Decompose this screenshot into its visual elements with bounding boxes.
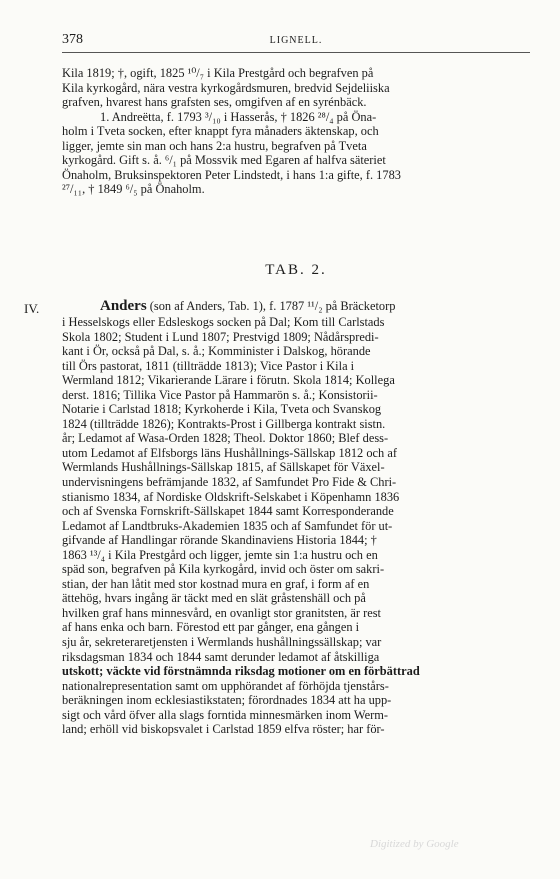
text-line: Wermlands Hushållnings-Sällskap 1815, af Sällskapet för Växel- (62, 460, 385, 475)
page-header (62, 32, 530, 53)
google-watermark: Digitized by Google (370, 838, 459, 850)
text-line: och af Svenska Fornskrift-Sällskapet 1844 samt Korresponderande (62, 504, 394, 519)
first-line-rest: (son af Anders, Tab. 1), f. 1787 ¹¹/₂ på Bräcketorp (149, 299, 396, 313)
top-paragraph (62, 66, 530, 197)
text-line: Kila 1819; †, ogift, 1825 ¹⁰/₇ i Kila Prestgård och begrafven på (62, 66, 374, 80)
text-line: ²⁷/₁₁, † 1849 ⁶/₅ på Önaholm. (62, 182, 205, 197)
text-line: utskott; väckte vid förstnämnda riksdag motioner om en förbättrad (62, 664, 420, 679)
text-line: riksdagsman 1834 och 1844 samt derunder ledamot af åtskilliga (62, 649, 380, 664)
text-line: 1824 (tillträdde 1826); Kontrakts-Prost i Gillberga kontrakt sistn. (62, 416, 386, 431)
text-line: nationalrepresentation samt om upphörandet af förhöjda tjenstårs- (62, 678, 389, 693)
text-line: Notarie i Carlstad 1818; Kyrkoherde i Kila, Tveta och Svanskog (62, 402, 382, 417)
text-line: hvilken graf hans minnesvård, en ovanligt stor granitsten, är rest (62, 605, 381, 620)
text-line: 1. Andreëtta, f. 1793 ³/₁₀ i Hasserås, † 1826 ²⁸/₄ på Öna- (100, 109, 377, 124)
text-line: af hans enka och barn. Förestod ett par gånger, ena gången i (62, 620, 360, 635)
text-line: derst. 1816; Tillika Vice Pastor på Hammarön s. å.; Konsistorii- (62, 387, 378, 402)
person-name: Anders (100, 298, 147, 314)
page-number: 378 (62, 32, 83, 47)
main-paragraph (62, 298, 530, 737)
text-line: ättehög, hvars ingång är täckt med en slät gråstenshäll och på (62, 591, 366, 606)
text-line: späd son, begrafven på Kila kyrkogård, invid och öster om sakri- (62, 562, 385, 577)
text-line: 1863 ¹³/₄ i Kila Prestgård och ligger, jemte sin 1:a hustru och en (62, 547, 378, 562)
text-line: grafven, hvarest hans grafsten ses, omgifven af en syrénbäck. (62, 95, 367, 110)
running-head: LIGNELL. (269, 35, 323, 46)
section-label: IV. (24, 301, 40, 316)
text-line: sju år, sekreteraretjensten i Wermlands hushållningssällskap; var (62, 635, 382, 650)
text-line: utom Ledamot af Elfsborgs läns Hushållnings-Sällskap 1812 och af (62, 445, 397, 460)
text-line: sigt och vård öfver alla slags forntida minnesmärken inom Werm- (62, 707, 389, 722)
text-line: Önaholm, Bruksinspektoren Peter Lindstedt, i hans 1:a gifte, f. 1783 (62, 167, 401, 182)
text-line: Skola 1802; Student i Lund 1807; Prestvigd 1809; Nådårspredi- (62, 329, 379, 344)
text-line: Ledamot af Landtbruks-Akademien 1835 och af Samfundet för ut- (62, 518, 393, 533)
text-line: kyrkogård. Gift s. å. ⁶/₁ på Mossvik med Egaren af halfva säteriet (62, 153, 386, 168)
text-line: Wermland 1812; Vikarierande Lärare i förutn. Skola 1814; Kollega (62, 373, 395, 388)
text-line: land; erhöll vid biskopsvalet i Carlstad 1859 elfva röster; har för- (62, 722, 385, 737)
text-line: undervisningens befrämjande 1832, af Samfundet Pro Fide & Chri- (62, 475, 397, 490)
text-line: år; Ledamot af Wasa-Orden 1828; Theol. Doktor 1860; Blef dess- (62, 431, 389, 446)
text-line: i Hesselskogs eller Edsleskogs socken på Dal; Kom till Carlstads (62, 315, 385, 329)
tab-heading: TAB. 2. (265, 262, 327, 278)
text-line: Kila kyrkogård, nära vestra kyrkogårdsmuren, bredvid Sejdeliiska (62, 80, 390, 95)
text-line: beräkningen inom ecklesiastikstaten; förordnades 1834 att ha upp- (62, 693, 392, 708)
text-line: till Örs pastorat, 1811 (tillträdde 1813); Vice Pastor i Kila i (62, 358, 355, 373)
text-line: kant i Ör, också på Dal, s. å.; Komminister i Dalskog, hörande (62, 344, 371, 359)
text-line: stianismo 1834, af Nordiske Oldskrift-Selskabet i Köpenhamn 1836 (62, 489, 400, 504)
text-line: gifvande af Handlingar rörande Skandinaviens Historia 1844; † (62, 533, 377, 548)
text-line: holm i Tveta socken, efter knappt fyra månaders äktenskap, och (62, 124, 379, 139)
text-line: ligger, jemte sin man och hans 2:a hustru, begrafven på Tveta (62, 138, 367, 153)
first-line (62, 298, 530, 315)
text-line: stian, der han låtit med stor kostnad mura en graf, i form af en (62, 576, 370, 591)
